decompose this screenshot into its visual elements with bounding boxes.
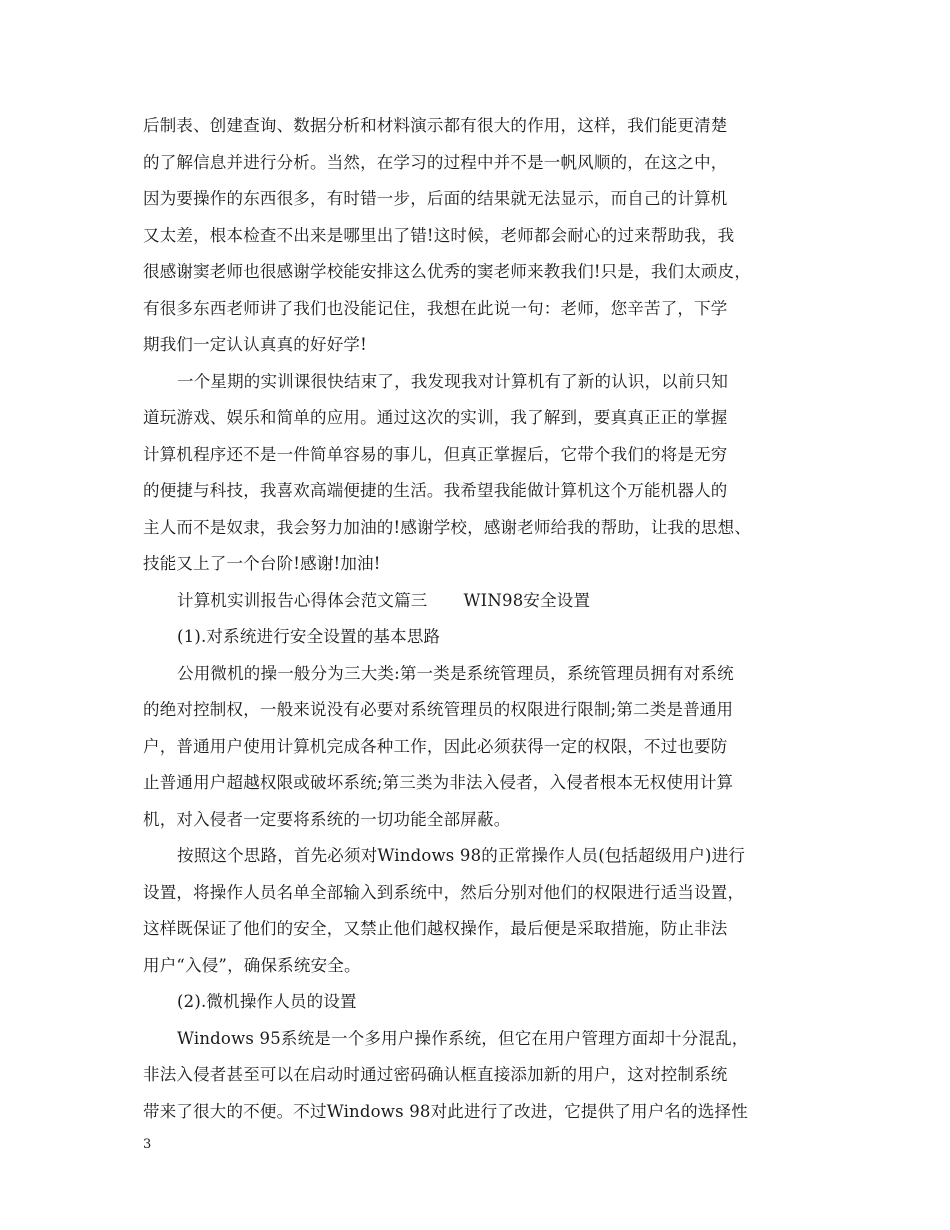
subsection-heading: (1).对系统进行安全设置的基本思路: [177, 627, 441, 646]
document-body: [143, 108, 823, 1130]
text-line: 的绝对控制权，一般来说没有必要对系统管理员的权限进行限制;第二类是普通用: [143, 700, 734, 719]
text-line: 的便捷与科技，我喜欢高端便捷的生活。我希望我能做计算机这个万能机器人的: [143, 481, 728, 500]
text-line: 设置，将操作人员名单全部输入到系统中，然后分别对他们的权限进行适当设置，: [143, 882, 745, 902]
subsection-heading: (2).微机操作人员的设置: [177, 992, 357, 1011]
text-line: 用户“入侵”，确保系统安全。: [143, 955, 361, 975]
text-line: 又太差，根本检查不出来是哪里出了错!这时候，老师都会耐心的过来帮助我，我: [143, 225, 735, 245]
page-number: 3: [143, 1137, 152, 1152]
text-line: 因为要操作的东西很多，有时错一步，后面的结果就无法显示，而自己的计算机: [143, 189, 728, 208]
section-heading: [143, 583, 823, 620]
paragraph-start-line: 一个星期的实训课很快结束了，我发现我对计算机有了新的认识，以前只知: [177, 371, 729, 391]
text-line: 计算机程序还不是一件简单容易的事儿，但真正掌握后，它带个我们的将是无穷: [143, 444, 728, 464]
paragraph-start-line: 按照这个思路，首先必须对Windows 98的正常操作人员(包括超级用户)进行: [177, 846, 746, 865]
paragraph-start-line: 公用微机的操一般分为三大类:第一类是系统管理员，系统管理员拥有对系统: [177, 663, 734, 683]
text-line: 期我们一定认认真真的好好学!: [143, 335, 367, 354]
text-line: 这样既保证了他们的安全，又禁止他们越权操作，最后便是采取措施，防止非法: [143, 919, 728, 938]
text-line: 带来了很大的不便。不过Windows 98对此进行了改进，它提供了用户名的选择性: [143, 1101, 748, 1121]
text-line: 的了解信息并进行分析。当然，在学习的过程中并不是一帆风顺的，在这之中，: [143, 152, 728, 172]
text-line: 有很多东西老师讲了我们也没能记住，我想在此说一句：老师，您辛苦了，下学: [143, 298, 728, 318]
text-line: 非法入侵者甚至可以在启动时通过密码确认框直接添加新的用户，这对控制系统: [143, 1065, 728, 1084]
text-line: 户，普通用户使用计算机完成各种工作，因此必须获得一定的权限，不过也要防: [143, 736, 728, 756]
text-line: 主人而不是奴隶，我会努力加油的!感谢学校，感谢老师给我的帮助，让我的思想、: [143, 517, 752, 537]
section-heading-subtitle: WIN98安全设置: [463, 590, 591, 610]
text-line: 道玩游戏、娱乐和简单的应用。通过这次的实训，我了解到，要真真正正的掌握: [143, 408, 728, 427]
text-line: 后制表、创建查询、数据分析和材料演示都有很大的作用，这样，我们能更清楚: [143, 116, 728, 135]
paragraph-start-line: Windows 95系统是一个多用户操作系统，但它在用户管理方面却十分混乱，: [177, 1028, 749, 1048]
text-line: 机，对入侵者一定要将系统的一切功能全部屏蔽。: [143, 809, 511, 829]
text-line: 止普通用户超越权限或破坏系统;第三类为非法入侵者，入侵者根本无权使用计算: [143, 773, 734, 792]
text-line: 很感谢窦老师也很感谢学校能安排这么优秀的窦老师来教我们!只是，我们太顽皮，: [143, 262, 752, 281]
text-line: 技能又上了一个台阶!感谢!加油!: [143, 554, 381, 573]
section-heading-title: 计算机实训报告心得体会范文篇三: [177, 590, 428, 610]
